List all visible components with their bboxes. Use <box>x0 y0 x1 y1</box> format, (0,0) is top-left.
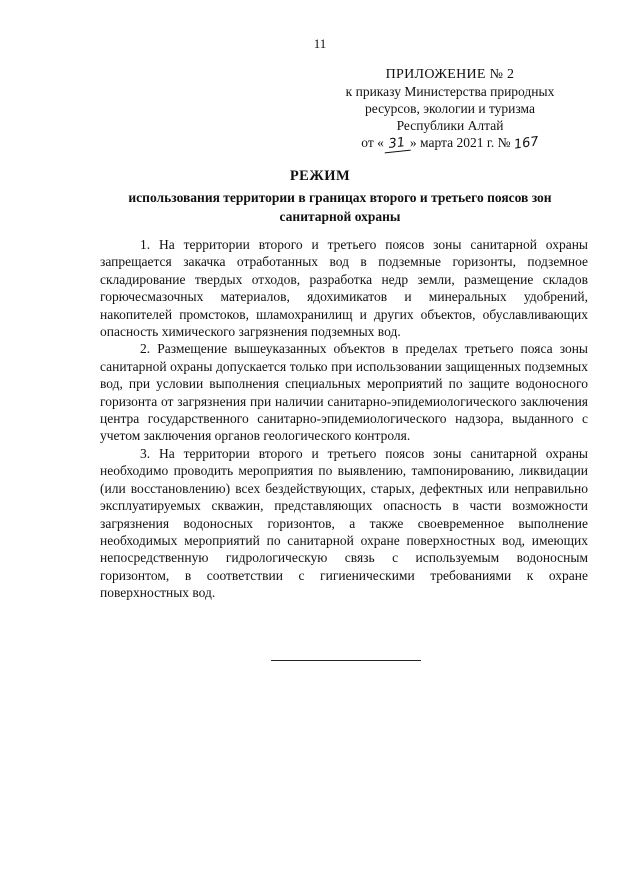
paragraph-2: 2. Размещение вышеуказанных объектов в пределах третьего пояса зоны санитарной охраны допускается только при использовании защищенных подземных вод, при условии выполнения специальных мероприятий по защите водоносного горизонта от загрязнения при наличии санитарно-эпидемиологического заключения центра государственного санитарно-эпидемиологического надзора, выданного с учетом заключения органов геологического контроля. <box>100 341 588 444</box>
date-suffix: » марта 2021 г. № <box>409 135 511 150</box>
paragraph-3: 3. На территории второго и третьего поясов зоны санитарной охраны необходимо проводить мероприятия по выявлению, тампонированию, ликвидации (или восстановлению) всех бездействующих, старых, дефектных или неправильно эксплуатируемых скважин, представляющих опасность в части возможности загрязнения водоносных горизонтов, а также своевременное выполнение необходимых мероприятий по санитарной охране поверхностных вод, имеющих непосредственную гидрологическую связь с используемым водоносным горизонтом, в соответствии с гигиеническими требованиями к охране поверхностных вод. <box>100 445 588 601</box>
appendix-heading: ПРИЛОЖЕНИЕ № 2 <box>385 67 515 82</box>
appendix-line-3: Республики Алтай <box>396 118 504 133</box>
appendix-block <box>330 66 570 152</box>
page-number: 11 <box>313 36 327 51</box>
date-prefix: от « <box>361 135 384 150</box>
appendix-line-1: к приказу Министерства природных <box>345 84 555 99</box>
paragraph-1: 1. На территории второго и третьего поясов зоны санитарной охраны запрещается закачка отработанных вод в подземные горизонты, подземное складирование твердых отходов, разработка недр земли, размещение складов горючесмазочных материалов, ядохимикатов и минеральных удобрений, накопителей промстоков, шламохранилищ и других объектов, обуславливающих опасность химического загрязнения подземных вод. <box>100 237 588 340</box>
document-title: РЕЖИМ <box>289 168 351 184</box>
handwritten-order-number: 167 <box>512 134 540 153</box>
handwritten-day: 31 <box>383 136 410 154</box>
closing-divider-line <box>271 660 421 661</box>
appendix-date-line <box>330 134 570 152</box>
appendix-line-2: ресурсов, экологии и туризма <box>365 101 535 116</box>
document-body <box>100 236 588 602</box>
document-subtitle: использования территории в границах второго и третьего поясов зон санитарной охраны <box>128 190 552 224</box>
